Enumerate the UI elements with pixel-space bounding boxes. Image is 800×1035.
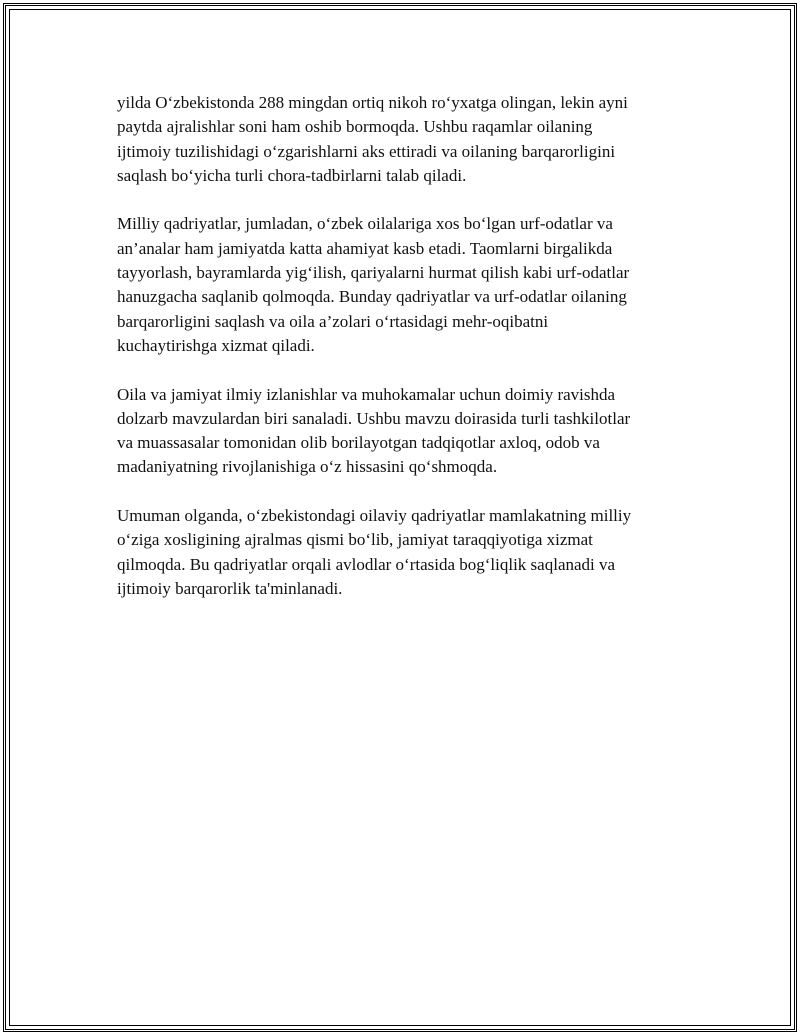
paragraph-research: Oila va jamiyat ilmiy izlanishlar va muhokamalar uchun doimiy ravishda dolzarb mavzulardan biri sanaladi. Ushbu mavzu doirasida turli tashkilotlar va muassasalar tomonidan olib borilayotgan tadqiqotlar axloq, odob va madaniyatning rivojlanishiga oʻz hissasini qoʻshmoqda. xyxy=(117,384,631,477)
paragraph-conclusion: Umuman olganda, oʻzbekistondagi oilaviy qadriyatlar mamlakatning milliy oʻziga xosligining ajralmas qismi boʻlib, jamiyat taraqqiyotiga xizmat qilmoqda. Bu qadriyatlar orqali avlodlar oʻrtasida bogʻliqlik saqlanadi va ijtimoiy barqarorlik ta'minlanadi. xyxy=(117,506,632,598)
document-page xyxy=(3,3,797,1032)
paragraph-marriage-statistics: yilda Oʻzbekistonda 288 mingdan ortiq nikoh roʻyxatga olingan, lekin ayni paytda ajralishlar soni ham oshib bormoqda. Ushbu raqamlar oilaning ijtimoiy tuzilishidagi oʻzgarishlarni aks ettiradi va oilaning barqarorligini saqlash boʻyicha turli chora-tadbirlarni talab qiladi. xyxy=(117,93,628,185)
paragraph-national-values: Milliy qadriyatlar, jumladan, oʻzbek oilalariga xos boʻlgan urf-odatlar va an’analar ham jamiyatda katta ahamiyat kasb etadi. Taomlarni birgalikda tayyorlash, bayramlarda yigʻilish, qariyalarni hurmat qilish kabi urf-odatlar hanuzgacha saqlanib qolmoqda. Bunday qadriyatlar va urf-odatlar oilaning barqarorligini saqlash va oila a’zolari oʻrtasidagi mehr-oqibatni kuchaytirishga xizmat qiladi. xyxy=(117,214,630,355)
document-body xyxy=(117,91,717,626)
